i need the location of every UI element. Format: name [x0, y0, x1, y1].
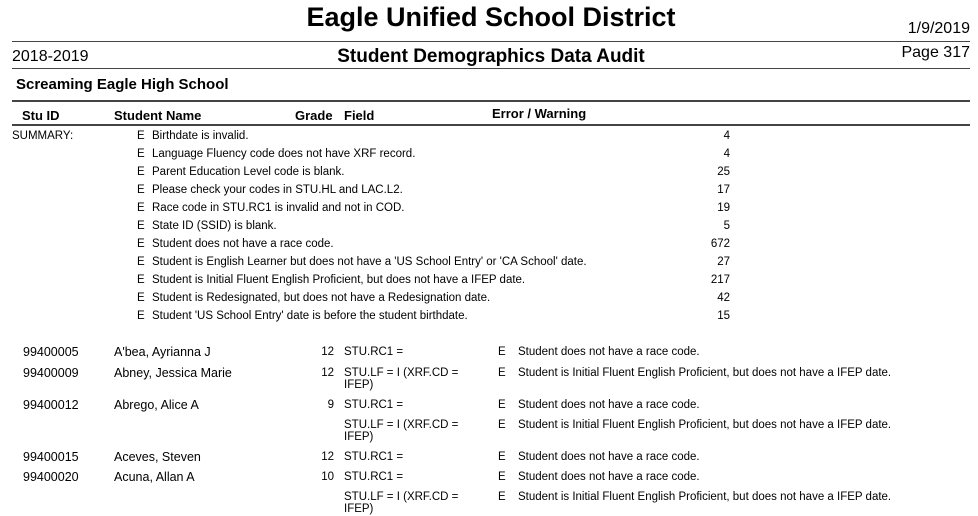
error-message: Student is Initial Fluent English Proficient, but does not have a IFEP date. — [518, 491, 892, 503]
field-value-continued: IFEP) — [344, 379, 374, 391]
summary-code: E — [137, 220, 145, 232]
summary-count: 217 — [710, 274, 730, 286]
summary-code: E — [137, 292, 145, 304]
summary-code: E — [137, 166, 145, 178]
header-rule-3 — [12, 100, 970, 102]
error-code: E — [498, 399, 506, 411]
summary-code: E — [137, 202, 145, 214]
summary-message: Student 'US School Entry' date is before the student birthdate. — [152, 310, 468, 322]
student-id: 99400005 — [23, 345, 79, 359]
error-code: E — [498, 471, 506, 483]
summary-count: 5 — [723, 220, 730, 232]
summary-count: 27 — [717, 256, 730, 268]
error-message: Student does not have a race code. — [518, 346, 700, 358]
summary-message: Student is Initial Fluent English Proficient, but does not have a IFEP date. — [152, 274, 526, 286]
column-error-warning: Error / Warning — [492, 106, 587, 121]
field-value: STU.RC1 = — [344, 451, 404, 463]
student-grade: 12 — [321, 451, 334, 463]
summary-count: 15 — [717, 310, 730, 322]
summary-count: 17 — [717, 184, 730, 196]
school-name: Screaming Eagle High School — [16, 76, 229, 93]
error-code: E — [498, 346, 506, 358]
field-value-continued: IFEP) — [344, 503, 374, 515]
error-code: E — [498, 451, 506, 463]
summary-count: 672 — [710, 238, 730, 250]
error-code: E — [498, 491, 506, 503]
student-id: 99400012 — [23, 398, 79, 412]
summary-code: E — [137, 130, 145, 142]
student-name: Abrego, Alice A — [114, 398, 199, 412]
summary-message: Student does not have a race code. — [152, 238, 334, 250]
header-rule-1 — [12, 41, 970, 42]
error-code: E — [498, 367, 506, 379]
student-id: 99400009 — [23, 366, 79, 380]
student-id: 99400020 — [23, 470, 79, 484]
field-value: STU.LF = I (XRF.CD = — [344, 491, 459, 503]
summary-message: Student is Redesignated, but does not have a Redesignation date. — [152, 292, 491, 304]
student-id: 99400015 — [23, 450, 79, 464]
summary-code: E — [137, 184, 145, 196]
student-name: Abney, Jessica Marie — [114, 366, 232, 380]
summary-count: 25 — [717, 166, 730, 178]
error-message: Student does not have a race code. — [518, 399, 700, 411]
summary-code: E — [137, 256, 145, 268]
field-value-continued: IFEP) — [344, 431, 374, 443]
error-message: Student is Initial Fluent English Proficient, but does not have a IFEP date. — [518, 419, 892, 431]
field-value: STU.RC1 = — [344, 471, 404, 483]
student-name: A'bea, Ayrianna J — [114, 345, 211, 359]
column-grade: Grade — [295, 108, 333, 123]
field-value: STU.RC1 = — [344, 399, 404, 411]
column-student-name: Student Name — [114, 108, 202, 123]
student-grade: 9 — [327, 399, 334, 411]
summary-count: 4 — [723, 130, 730, 142]
field-value: STU.LF = I (XRF.CD = — [344, 419, 459, 431]
error-message: Student is Initial Fluent English Proficient, but does not have a IFEP date. — [518, 367, 892, 379]
summary-message: State ID (SSID) is blank. — [152, 220, 277, 232]
error-code: E — [498, 419, 506, 431]
summary-count: 42 — [717, 292, 730, 304]
district-title: Eagle Unified School District — [306, 2, 676, 32]
report-date: 1/9/2019 — [907, 20, 970, 37]
report-title: Student Demographics Data Audit — [337, 46, 645, 67]
summary-code: E — [137, 238, 145, 250]
header-rule-2 — [12, 68, 970, 69]
field-value: STU.LF = I (XRF.CD = — [344, 367, 459, 379]
error-message: Student does not have a race code. — [518, 471, 700, 483]
page-number: Page 317 — [901, 44, 970, 61]
summary-message: Student is English Learner but does not have a 'US School Entry' or 'CA School' date. — [152, 256, 587, 268]
summary-code: E — [137, 148, 145, 160]
student-grade: 12 — [321, 367, 334, 379]
summary-message: Parent Education Level code is blank. — [152, 166, 345, 178]
summary-message: Birthdate is invalid. — [152, 130, 249, 142]
student-name: Aceves, Steven — [114, 450, 201, 464]
field-value: STU.RC1 = — [344, 346, 404, 358]
summary-code: E — [137, 274, 145, 286]
summary-message: Please check your codes in STU.HL and LAC.L2. — [152, 184, 403, 196]
summary-label: SUMMARY: — [12, 130, 74, 142]
summary-code: E — [137, 310, 145, 322]
student-name: Acuna, Allan A — [114, 470, 195, 484]
school-year: 2018-2019 — [12, 48, 89, 65]
column-stu-id: Stu ID — [22, 108, 60, 123]
student-grade: 10 — [321, 471, 334, 483]
student-grade: 12 — [321, 346, 334, 358]
summary-message: Race code in STU.RC1 is invalid and not in COD. — [152, 202, 405, 214]
column-field: Field — [344, 108, 375, 123]
summary-count: 4 — [723, 148, 730, 160]
error-message: Student does not have a race code. — [518, 451, 700, 463]
summary-count: 19 — [717, 202, 730, 214]
summary-message: Language Fluency code does not have XRF record. — [152, 148, 416, 160]
column-header-rule — [12, 124, 970, 126]
